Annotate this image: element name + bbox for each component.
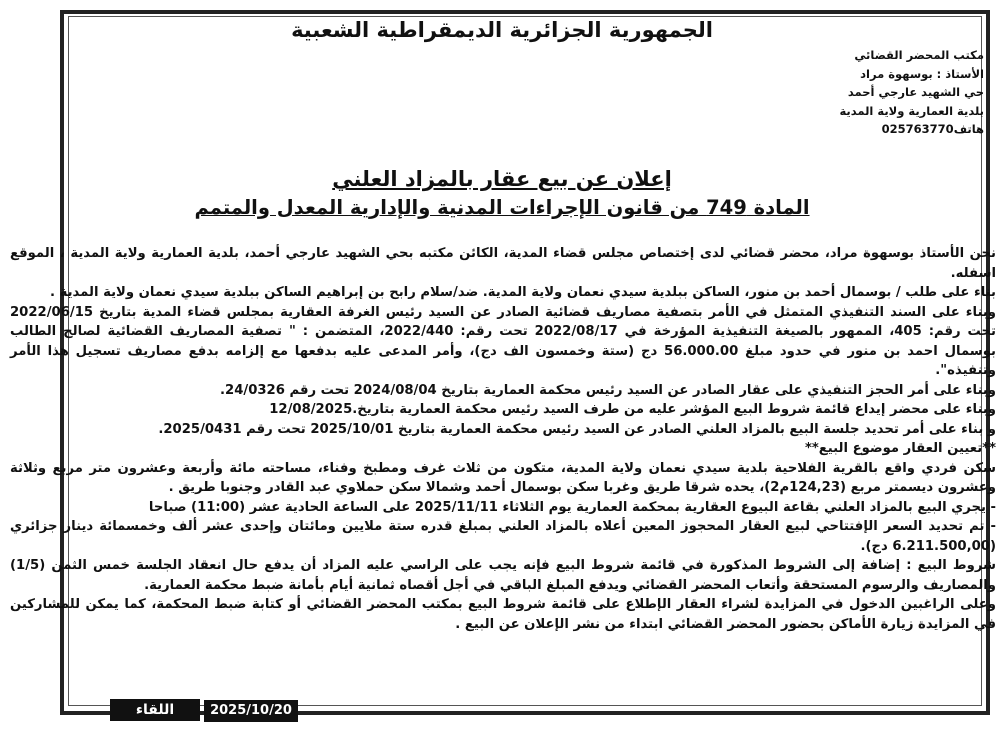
body-paragraph: - تم تحديد السعر الإفتتاحي لبيع العقار المحجوز المعين أعلاه بالمزاد العلني بمبلغ قدره ستة ملايين ومائتان وإحدى عشر ألف وخمسمائة دينار جزائري (6.211.500,00 دج).: [10, 519, 996, 554]
body-paragraph: شروط البيع : إضافة إلى الشروط المذكورة في قائمة شروط البيع فإنه يجب على الراسي عليه المزاد أن يدفع حال انعقاد الجلسة خمس الثمن (1/5) والمصاريف والرسوم المستحقة وأتعاب المحضر القضائي ويدفع المبلغ الباقي في أجل أقصاه ثمانية أيام بأمانة ضبط محكمة العمارية.: [10, 558, 996, 593]
office-line: مكتب المحضر القضائي: [854, 48, 984, 62]
announcement-body: [10, 244, 996, 634]
body-paragraph: وبناء على السند التنفيذي المتمثل في الأمر بتصفية مصاريف قضائية الصادر عن السيد رئيس الغرفة العقارية بمجلس قضاء المدية بتاريخ 2022/06/15 تحت رقم: 405، الممهور بالصيغة التنفيذية المؤرخة في 2022/08/17 تحت رقم: 2022/440، المتضمن : " تصفية المصاريف القضائية لصالح الطالب بوسمال احمد بن منور في حدود مبلغ 56.000.00 دج (ستة وخمسون الف دج)، وأمر المدعى عليه بدفعها مع إلزامه بدفع مصاريف تسجيل هذا الأمر وتنفيذه".: [10, 304, 996, 378]
body-paragraph: وعلى الراغبين الدخول في المزايدة لشراء العقار الإطلاع على قائمة شروط البيع بمكتب المحضر القضائي أو كتابة ضبط المحكمة، كما يمكن للمشاركين في المزايدة زيارة الأماكن بحضور المحضر القضائي ابتداء من نشر الإعلان عن البيع .: [10, 597, 996, 632]
body-paragraph: وبناء على أمر الحجز التنفيذي على عقار الصادر عن السيد رئيس محكمة العمارية بتاريخ 2024/08/04 تحت رقم 24/0326.: [220, 382, 996, 398]
republic-header: الجمهورية الجزائرية الديمقراطية الشعبية: [291, 18, 713, 42]
office-line: الأستاذ : بوسهوة مراد: [860, 66, 984, 81]
body-paragraph: و بناء على أمر تحديد جلسة البيع بالمزاد العلني الصادر عن السيد رئيس محكمة العمارية بتاريخ 2025/10/01 تحت رقم 2025/0431.: [158, 421, 996, 437]
office-phone: هاتف025763770: [881, 122, 984, 136]
publication-date: 2025/10/20: [204, 700, 298, 722]
announcement-subtitle: المادة 749 من قانون الإجراءات المدنية والإدارية المعدل والمتمم: [194, 196, 810, 219]
office-block: [584, 46, 984, 139]
office-line: حي الشهيد عارجي أحمد: [847, 85, 984, 99]
body-paragraph: سكن فردي واقع بالقرية الفلاحية بلدية سيدي نعمان ولاية المدية، متكون من ثلاث غرف ومطبخ وفناء، مساحته مائة وأربعة وعشرون متر مربع وثلاثة وعشرون ديسمتر مربع (124,23م2)، يحده شرقا طريق وغربا سكن بوسمال أحمد وشمالا سكن حملاوي عبد القادر وجنوبا طريق .: [10, 460, 996, 495]
body-paragraph: وبناء على محضر إيداع قائمة شروط البيع المؤشر عليه من طرف السيد رئيس محكمة العمارية بتاريخ.12/08/2025: [269, 402, 996, 417]
body-paragraph: - يجري البيع بالمزاد العلني بقاعة البيوع العقارية بمحكمة العمارية يوم الثلاثاء 2025/11/11 على الساعة الحادية عشر (11:00) صباحا: [148, 499, 996, 515]
newspaper-name: اللقاء: [110, 699, 200, 721]
office-line: بلدية العمارية ولاية المدية: [839, 103, 984, 118]
announcement-title: إعلان عن بيع عقار بالمزاد العلني: [332, 167, 672, 191]
property-heading: **تعيين العقار موضوع البيع**: [804, 441, 996, 456]
body-paragraph: نحن الأستاذ بوسهوة مراد، محضر قضائي لدى إختصاص مجلس قضاء المدية، الكائن مكتبه بحي الشهيد عارجي أحمد، بلدية العمارية ولاية المدية ، الموقع اسفله.: [10, 246, 996, 281]
body-paragraph: بناء على طلب / بوسمال أحمد بن منور، الساكن ببلدية سيدي نعمان ولاية المدية. ضد/سلام رابح بن إبراهيم الساكن ببلدية سيدي نعمان ولاية المدية .: [50, 285, 996, 300]
